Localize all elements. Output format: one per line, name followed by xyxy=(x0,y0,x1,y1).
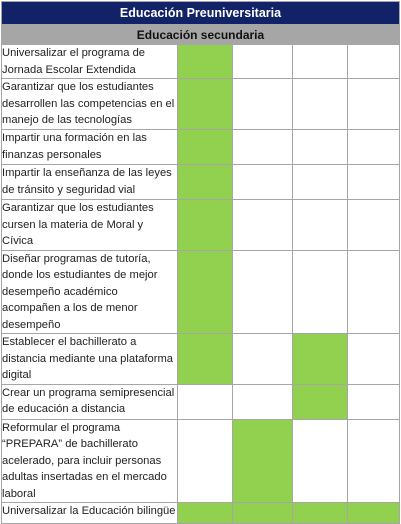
filled-mark-cell xyxy=(178,250,233,334)
filled-mark-cell xyxy=(178,45,233,79)
mark-cell xyxy=(348,334,400,385)
mark-cell xyxy=(233,130,293,165)
filled-mark-cell xyxy=(178,79,233,130)
table-row xyxy=(2,200,400,251)
mark-cell xyxy=(348,79,400,130)
mark-cell xyxy=(348,165,400,200)
mark-cell xyxy=(348,200,400,251)
row-label: Diseñar programas de tutoría, donde los estudiantes de mejor desempeño académico acompañen a los de menor desempeño xyxy=(2,250,178,334)
mark-cell xyxy=(233,384,293,419)
mark-cell xyxy=(293,200,348,251)
row-label: Impartir la enseñanza de las leyes de tránsito y seguridad vial xyxy=(2,165,178,200)
table-row xyxy=(2,503,400,524)
filled-mark-cell xyxy=(293,334,348,385)
filled-mark-cell xyxy=(178,130,233,165)
mark-cell xyxy=(233,79,293,130)
row-label: Impartir una formación en las finanzas personales xyxy=(2,130,178,165)
filled-mark-cell xyxy=(293,503,348,524)
table-row xyxy=(2,334,400,385)
mark-cell xyxy=(348,419,400,503)
mark-cell xyxy=(348,45,400,79)
mark-cell xyxy=(233,45,293,79)
mark-cell xyxy=(233,334,293,385)
mark-cell xyxy=(348,130,400,165)
filled-mark-cell xyxy=(178,200,233,251)
mark-cell xyxy=(348,250,400,334)
page xyxy=(1,1,400,517)
mark-cell xyxy=(233,250,293,334)
filled-mark-cell xyxy=(178,334,233,385)
filled-mark-cell xyxy=(348,503,400,524)
filled-mark-cell xyxy=(293,384,348,419)
row-label: Garantizar que los estudiantes desarrollen las competencias en el manejo de las tecnologías xyxy=(2,79,178,130)
table-body xyxy=(2,45,400,524)
table-title: Educación Preuniversitaria xyxy=(2,2,400,25)
mark-cell xyxy=(233,165,293,200)
education-table xyxy=(1,1,400,524)
table-row xyxy=(2,130,400,165)
row-label: Crear un programa semipresencial de educación a distancia xyxy=(2,384,178,419)
mark-cell xyxy=(233,200,293,251)
filled-mark-cell xyxy=(178,165,233,200)
table-row xyxy=(2,45,400,79)
table-row xyxy=(2,419,400,503)
table-row xyxy=(2,79,400,130)
filled-mark-cell xyxy=(178,503,233,524)
mark-cell xyxy=(293,130,348,165)
table-row xyxy=(2,250,400,334)
mark-cell xyxy=(293,165,348,200)
mark-cell xyxy=(348,384,400,419)
section-header: Educación secundaria xyxy=(2,25,400,45)
filled-mark-cell xyxy=(233,503,293,524)
table-row xyxy=(2,384,400,419)
mark-cell xyxy=(178,384,233,419)
mark-cell xyxy=(293,250,348,334)
mark-cell xyxy=(293,419,348,503)
row-label: Universalizar el programa de Jornada Escolar Extendida xyxy=(2,45,178,79)
row-label: Establecer el bachillerato a distancia mediante una plataforma digital xyxy=(2,334,178,385)
row-label: Garantizar que los estudiantes cursen la materia de Moral y Cívica xyxy=(2,200,178,251)
row-label: Universalizar la Educación bilingüe xyxy=(2,503,178,524)
mark-cell xyxy=(293,45,348,79)
table-row xyxy=(2,165,400,200)
row-label: Reformular el programa “PREPARA” de bachillerato acelerado, para incluir personas adultas insertadas en el mercado laboral xyxy=(2,419,178,503)
filled-mark-cell xyxy=(233,419,293,503)
mark-cell xyxy=(293,79,348,130)
mark-cell xyxy=(178,419,233,503)
